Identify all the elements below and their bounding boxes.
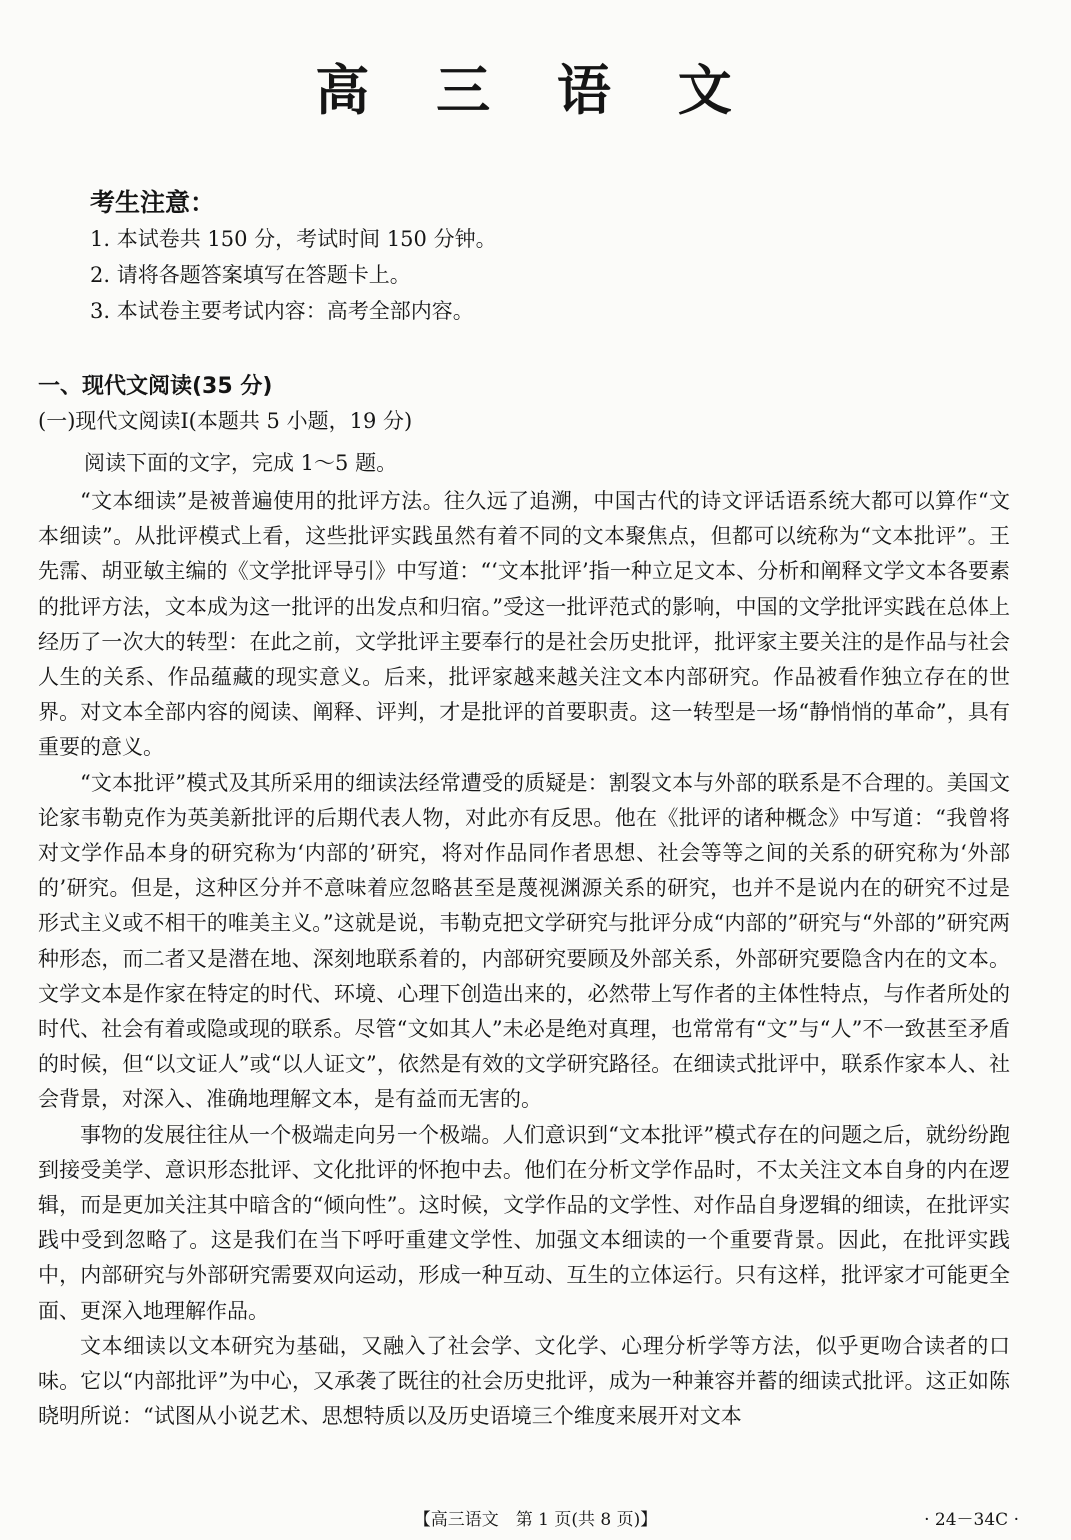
subsection-heading: (一)现代文阅读Ⅰ(本题共 5 小题，19 分)	[38, 409, 413, 433]
passage-paragraph: 文本细读以文本研究为基础，又融入了社会学、文化学、心理分析学等方法，似乎更吻合读者的口味。它以“内部批评”为中心，又承袭了既往的社会历史批评，成为一种兼容并蓄的细读式批评。这正如陈晓明所说：“试图从小说艺术、思想特质以及历史语境三个维度来展开对文本	[38, 1333, 1010, 1429]
page-footer	[0, 1507, 1071, 1533]
reading-passage	[38, 484, 1010, 1434]
page-title: 高 三 语 文	[315, 59, 756, 122]
passage-paragraph: 事物的发展往往从一个极端走向另一个极端。人们意识到“文本批评”模式存在的问题之后，就纷纷跑到接受美学、意识形态批评、文化批评的怀抱中去。他们在分析文学作品时，不太关注文本自身的内在逻辑，而是更加关注其中暗含的“倾向性”。这时候，文学作品的文学性、对作品自身逻辑的细读，在批评实践中受到忽略了。这是我们在当下呼吁重建文学性、加强文本细读的一个重要背景。因此，在批评实践中，内部研究与外部研究需要双向运动，形成一种互动、互生的立体运行。只有这样，批评家才可能更全面、更深入地理解作品。	[38, 1122, 1010, 1323]
passage-paragraph: “文本细读”是被普遍使用的批评方法。往久远了追溯，中国古代的诗文评话语系统大都可以算作“文本细读”。从批评模式上看，这些批评实践虽然有着不同的文本聚焦点，但都可以统称为“文本批评”。王先霈、胡亚敏主编的《文学批评导引》中写道：“‘文本批评’指一种立足文本、分析和阐释文学文本各要素的批评方法，文本成为这一批评的出发点和归宿。”受这一批评范式的影响，中国的文学批评实践在总体上经历了一次大的转型：在此之前，文学批评主要奉行的是社会历史批评，批评家主要关注的是作品与社会人生的关系、作品蕴藏的现实意义。后来，批评家越来越关注文本内部研究。作品被看作独立存在的世界。对文本全部内容的阅读、阐释、评判，才是批评的首要职责。这一转型是一场“静悄悄的革命”，具有重要的意义。	[38, 489, 1010, 760]
section-header	[38, 370, 412, 438]
notice-item: 3. 本试卷主要考试内容：高考全部内容。	[90, 299, 474, 323]
notice-item: 2. 请将各题答案填写在答题卡上。	[90, 263, 411, 287]
candidate-notice	[90, 185, 497, 329]
page-number: 【高三语文 第 1 页(共 8 页)】	[413, 1510, 658, 1530]
reading-instruction: 阅读下面的文字，完成 1～5 题。	[84, 451, 398, 475]
notice-heading: 考生注意：	[90, 188, 216, 217]
exam-code: · 24－34C ·	[924, 1510, 1019, 1530]
section-heading: 一、现代文阅读(35 分)	[38, 374, 273, 399]
notice-item: 1. 本试卷共 150 分，考试时间 150 分钟。	[90, 227, 497, 251]
passage-paragraph: “文本批评”模式及其所采用的细读法经常遭受的质疑是：割裂文本与外部的联系是不合理的。美国文论家韦勒克作为英美新批评的后期代表人物，对此亦有反思。他在《批评的诸种概念》中写道：“我曾将对文学作品本身的研究称为‘内部的’研究，将对作品同作者思想、社会等等之间的关系的研究称为‘外部的’研究。但是，这种区分并不意味着应忽略甚至是蔑视渊源关系的研究，也并不是说内在的研究不过是形式主义或不相干的唯美主义。”这就是说，韦勒克把文学研究与批评分成“内部的”研究与“外部的”研究两种形态，而二者又是潜在地、深刻地联系着的，内部研究要顾及外部关系，外部研究要隐含内在的文本。文学文本是作家在特定的时代、环境、心理下创造出来的，必然带上写作者的主体性特点，与作者所处的时代、社会有着或隐或现的联系。尽管“文如其人”未必是绝对真理，也常常有“文”与“人”不一致甚至矛盾的时候，但“以文证人”或“以人证文”，依然是有效的文学研究路径。在细读式批评中，联系作家本人、社会背景，对深入、准确地理解文本，是有益而无害的。	[38, 770, 1010, 1112]
